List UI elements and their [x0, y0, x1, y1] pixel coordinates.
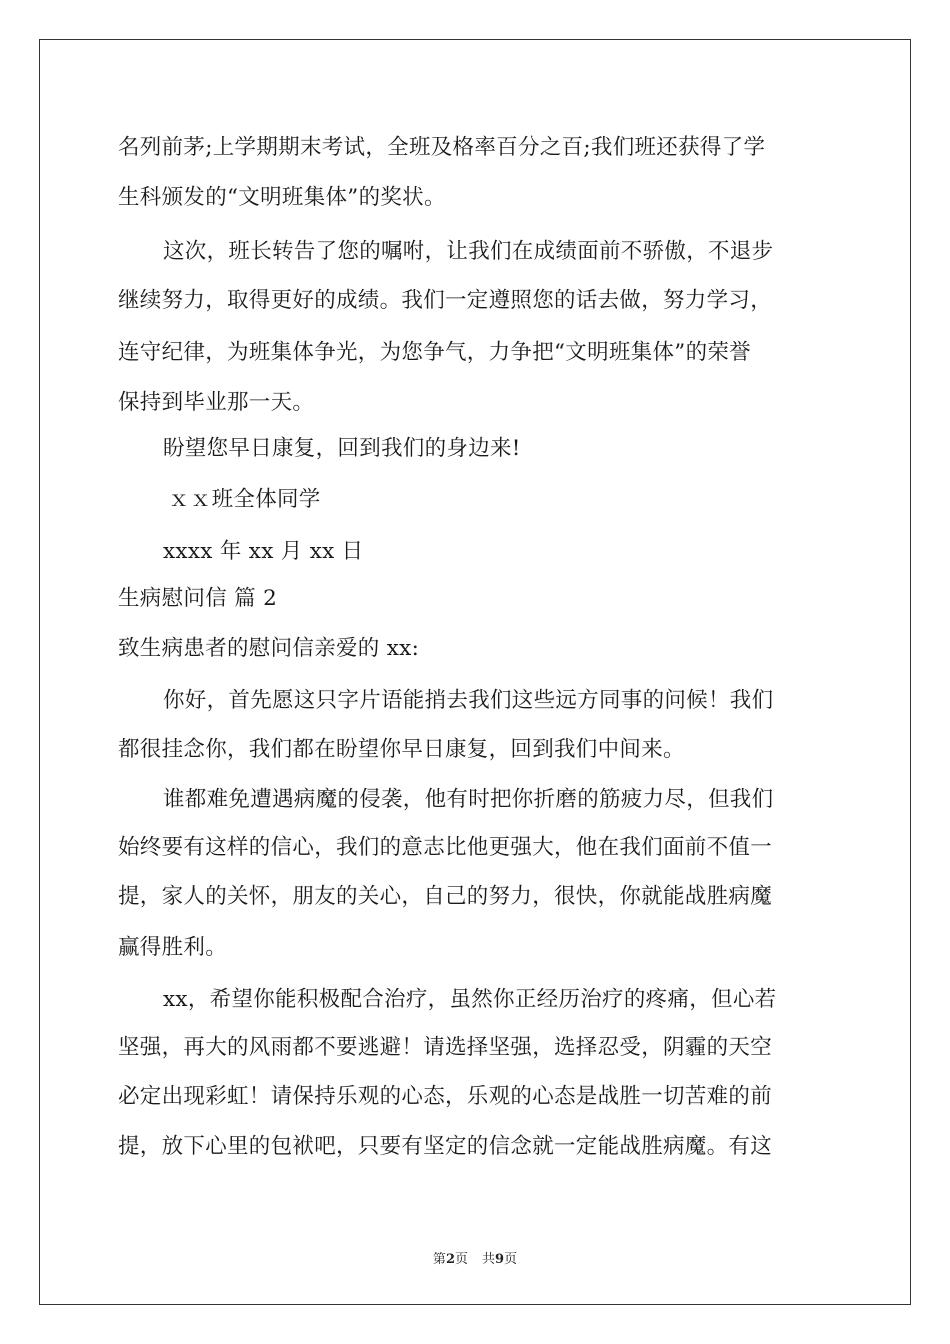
body-line: 名列前茅;上学期期末考试，全班及格率百分之百;我们班还获得了学	[118, 135, 766, 160]
date-line: xxxx 年 xx 月 xx 日	[163, 539, 364, 564]
total-page-number: 9	[495, 1252, 505, 1267]
paragraph-start-line: 这次，班长转告了您的嘱咐，让我们在成绩面前不骄傲，不退步	[163, 239, 774, 264]
signature-line: ｘｘ班全体同学	[168, 487, 321, 512]
body-line: 提，放下心里的包袱吧，只要有坚定的信念就一定能战胜病魔。有这	[118, 1134, 773, 1159]
paragraph-start-line: 谁都难免遭遇病魔的侵袭，他有时把你折磨的筋疲力尽，但我们	[163, 787, 774, 812]
paragraph-start-line: 你好，首先愿这只字片语能捎去我们这些远方同事的问候！我们	[163, 688, 774, 713]
body-line: 连守纪律，为班集体争光，为您争气，力争把“文明班集体”的荣誉	[118, 340, 751, 365]
body-line: 都很挂念你，我们都在盼望你早日康复，回到我们中间来。	[118, 737, 685, 762]
salutation-line: 致生病患者的慰问信亲爱的 xx:	[118, 636, 420, 661]
body-line: 保持到毕业那一天。	[118, 390, 315, 415]
body-line: 提，家人的关怀，朋友的关心，自己的努力，很快，你就能战胜病魔	[118, 884, 773, 909]
body-line: 赢得胜利。	[118, 935, 228, 960]
paragraph-start-line: xx，希望你能积极配合治疗，虽然你正经历治疗的疼痛，但心若	[163, 987, 777, 1012]
page-number-footer	[0, 1248, 950, 1267]
page-prefix: 第	[432, 1252, 446, 1267]
current-page-number: 2	[445, 1252, 455, 1267]
total-prefix: 共	[482, 1252, 496, 1267]
paragraph-start-line: 盼望您早日康复，回到我们的身边来!	[163, 436, 521, 461]
body-line: 继续努力，取得更好的成绩。我们一定遵照您的话去做，努力学习，	[118, 288, 773, 313]
total-suffix: 页	[504, 1252, 518, 1267]
body-line: 必定出现彩虹！请保持乐观的心态，乐观的心态是战胜一切苦难的前	[118, 1084, 773, 1109]
section-heading: 生病慰问信 篇 2	[118, 586, 278, 611]
page-word: 页	[454, 1252, 468, 1267]
body-line: 生科颁发的“文明班集体”的奖状。	[118, 185, 446, 210]
page-border	[39, 39, 911, 1305]
body-line: 始终要有这样的信心，我们的意志比他更强大，他在我们面前不值一	[118, 835, 773, 860]
body-line: 坚强，再大的风雨都不要逃避！请选择坚强，选择忍受，阴霾的天空	[118, 1035, 773, 1060]
